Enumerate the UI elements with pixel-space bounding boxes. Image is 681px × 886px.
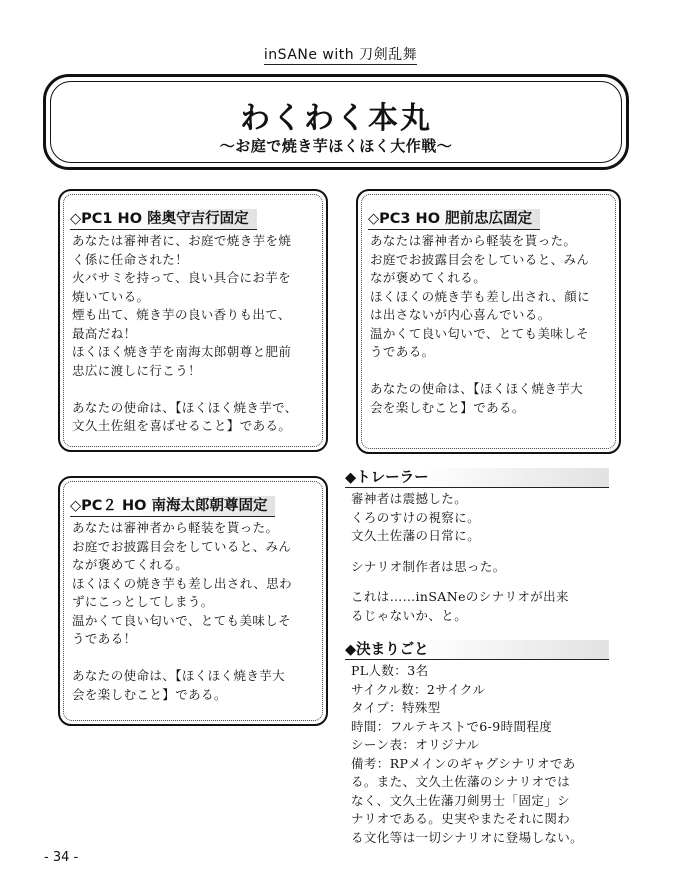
title-box (43, 74, 629, 170)
rules-line: 時間：フルテキストで6-9時間程度 (351, 718, 553, 734)
pc1-line: 煙も出て、焼き芋の良い香りも出て、 (72, 307, 291, 322)
rules-line: シーン表：オリジナル (351, 737, 480, 752)
pc3-line: 会を楽しむこと】である。 (370, 399, 525, 415)
pc1-line: 文久土佐組を喜ばせること】である。 (72, 418, 292, 433)
rules-line: PL人数：3名 (351, 663, 429, 678)
trailer-body (351, 490, 609, 625)
page-number: - 34 - (44, 850, 79, 865)
pc2-line: 温かくて良い匂いで、とても美味しそ (72, 612, 292, 628)
rules-line: る。また、文久土佐藩のシナリオでは (351, 774, 571, 789)
trailer-line: 文久土佐藩の日常に。 (351, 528, 481, 543)
trailer-line: るじゃないか、と。 (351, 607, 468, 623)
pc2-heading: ◇PC２ HO 南海太郎朝尊固定 (70, 496, 275, 517)
pc2-card (58, 476, 328, 726)
pc2-line: お庭でお披露目会をしていると、みん (72, 538, 292, 554)
rules-line: ナリオである。史実やまたそれに関わ (351, 811, 571, 826)
rules-line: サイクル数：2サイクル (351, 681, 486, 697)
pc3-line: あなたは審神者から軽装を貰った。 (370, 233, 577, 248)
pc3-card (356, 189, 621, 454)
pc1-line: 火バサミを持って、良い具合にお芋を (72, 270, 292, 285)
pc1-card (58, 189, 328, 452)
pc3-line: 温かくて良い匂いで、とても美味しそ (370, 325, 590, 341)
pc1-line: あなたの使命は、【ほくほく焼き芋で、 (72, 399, 298, 415)
rules-heading: ◆決まりごと (345, 640, 609, 660)
pc3-line: ほくほくの焼き芋も差し出され、顔に (370, 288, 591, 304)
rules-line: る文化等は一切シナリオに登場しない。 (351, 829, 584, 845)
pc1-line: ほくほく焼き芋を南海太郎朝尊と肥前 (72, 344, 292, 359)
trailer-line: シナリオ制作者は思った。 (351, 558, 506, 574)
pc1-heading: ◇PC1 HO 陸奥守吉行固定 (70, 209, 257, 230)
pc2-body (72, 519, 316, 704)
pc3-line: なが褒めてくれる。 (370, 270, 487, 285)
page-subtitle: ～お庭で焼き芋ほくほく大作戦～ (219, 137, 453, 155)
pc2-line: 会を楽しむこと】である。 (72, 686, 227, 702)
rules-line: 備考：RPメインのギャグシナリオであ (351, 755, 576, 771)
pc3-heading: ◇PC3 HO 肥前忠広固定 (368, 209, 540, 230)
pc2-line: ずにこっとしてしまう。 (72, 594, 214, 609)
pc1-body (72, 232, 316, 436)
trailer-line: 審神者は震撼した。 (351, 491, 468, 506)
rules-body (351, 662, 609, 847)
trailer-line: くろのすけの視察に。 (351, 509, 481, 525)
pc2-line: あなたは審神者から軽装を貰った。 (72, 520, 279, 535)
pc1-line: 最高だね！ (72, 325, 137, 341)
running-header: inSANe with 刀剣乱舞 (263, 47, 418, 63)
trailer-heading: ◆トレーラー (345, 468, 609, 488)
pc3-line: お庭でお披露目会をしていると、みん (370, 251, 590, 267)
pc3-line: うである。 (370, 344, 435, 359)
trailer-line: これは……inSANeのシナリオが出来 (351, 589, 569, 604)
pc2-line: あなたの使命は、【ほくほく焼き芋大 (72, 668, 286, 683)
pc3-body (370, 232, 609, 417)
rules-line: タイプ：特殊型 (351, 700, 441, 715)
pc3-line: あなたの使命は、【ほくほく焼き芋大 (370, 381, 584, 396)
rules-line: なく、文久土佐藩刀剣男士「固定」シ (351, 792, 571, 808)
pc1-line: く係に任命された！ (72, 251, 189, 267)
pc2-line: うである！ (72, 631, 137, 646)
pc1-line: 焼いている。 (72, 288, 150, 304)
pc1-line: 忠広に渡しに行こう！ (72, 362, 202, 378)
pc2-line: ほくほくの焼き芋も差し出され、思わ (72, 575, 293, 591)
pc3-line: は出さないが内心喜んでいる。 (370, 307, 551, 322)
pc2-line: なが褒めてくれる。 (72, 557, 189, 572)
page-title: わくわく本丸 (240, 101, 432, 136)
pc1-line: あなたは審神者に、お庭で焼き芋を焼 (72, 233, 292, 248)
